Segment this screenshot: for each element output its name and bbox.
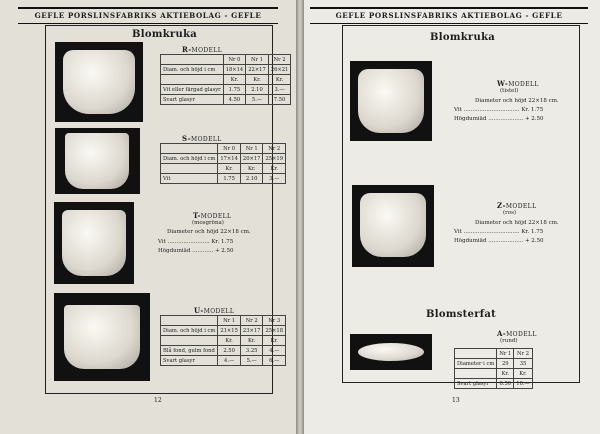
- model-label-s: S-MODELL: [182, 134, 222, 143]
- model-label-t: T-MODELL: [193, 211, 232, 220]
- model-subtitle-w: (tistel): [500, 88, 519, 94]
- price-line-z-1: Högdumiäd .................... + 2.50: [454, 238, 544, 244]
- model-desc-w: Diameter och höjd 22×18 cm.: [475, 98, 559, 104]
- model-subtitle-a: (rund): [500, 338, 518, 344]
- model-subtitle-t: (mosgröna): [192, 220, 224, 226]
- product-photo-a: [350, 334, 432, 370]
- product-photo-w: [350, 61, 432, 141]
- price-line-w-1: Högdumiäd .................... + 2.50: [454, 116, 544, 122]
- model-desc-t: Diameter och höjd 22×18 cm.: [167, 229, 251, 235]
- model-desc-z: Diameter och höjd 22×18 cm.: [475, 220, 559, 226]
- price-line-w-0: Vit ................................ Kr. 1.75: [454, 107, 544, 113]
- price-table-s: Nr 0 Nr 1 Nr 2 Diam. och höjd i cm 17×14 20×17 25×19 Kr. Kr. Kr. Vit 1.75 2.10 3.—: [160, 143, 286, 184]
- model-label-w: W-MODELL: [497, 79, 539, 88]
- price-line-t-0: Vit ........................ Kr. 1.75: [158, 239, 234, 245]
- section-title-fat: Blomsterfat: [426, 309, 497, 320]
- product-photo-r: [55, 42, 143, 122]
- product-photo-t: [54, 202, 134, 284]
- page-number: 13: [452, 397, 460, 404]
- model-subtitle-z: (ros): [503, 210, 517, 216]
- product-photo-z: [352, 185, 434, 267]
- page-header: GEFLE PORSLINSFABRIKS AKTIEBOLAG - GEFLE: [18, 7, 278, 24]
- model-label-a: A-MODELL: [497, 329, 537, 338]
- price-line-t-1: Högdumiäd ............ + 2.50: [158, 248, 234, 254]
- section-title: Blomkruka: [430, 32, 496, 43]
- product-photo-s: [55, 128, 140, 194]
- product-photo-u: [54, 293, 150, 381]
- price-table-a: Nr 1 Nr 2 Diameter i cm 29 35 Kr. Kr. Svart glasyr 6.50 10.—: [454, 348, 533, 389]
- model-label-u: U-MODELL: [194, 306, 235, 315]
- right-page: [304, 0, 600, 434]
- left-page: [0, 0, 296, 434]
- page-number: 12: [154, 397, 162, 404]
- price-table-r: Nr 0 Nr 1 Nr 2 Diam. och höjd i cm 18×14 22×17 26×21 Kr. Kr. Kr. Vit eller färgad glasyr 1.75 2.10 3.— Svart glasyr 4.50 5.— 7.50: [160, 54, 291, 105]
- section-title: Blomkruka: [132, 29, 198, 40]
- model-label-z: Z-MODELL: [497, 201, 537, 210]
- book-gutter: [296, 0, 304, 434]
- price-table-u: Nr 1 Nr 2 Nr 3 Diam. och höjd i cm 21×15 23×17 25×18 Kr. Kr. Kr. Blå fond, gulm fond 2.50 3.25 4.— Svart glasyr 4.— 5.— 6.—: [160, 315, 286, 366]
- price-line-z-0: Vit ................................ Kr. 1.75: [454, 229, 544, 235]
- page-header: GEFLE PORSLINSFABRIKS AKTIEBOLAG - GEFLE: [310, 7, 588, 24]
- model-label-r: R-MODELL: [182, 45, 223, 54]
